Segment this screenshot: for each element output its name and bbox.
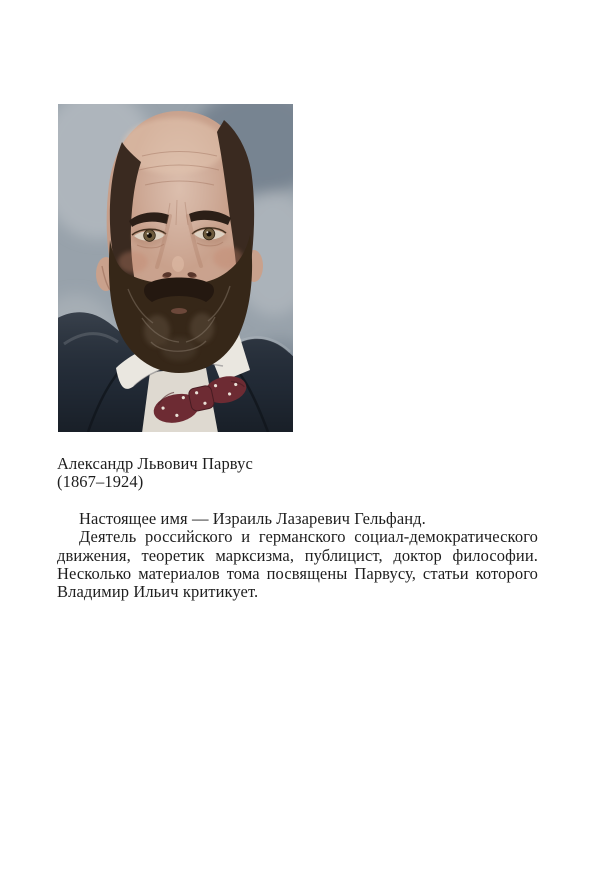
- text-line: Несколько материалов тома посвящены Парвусу, статьи которого: [57, 563, 538, 583]
- caption-years: (1867–1924): [57, 472, 144, 492]
- portrait-photo: [58, 104, 293, 432]
- text-line: Настоящее имя — Израиль Лазаревич Гельфанд.: [79, 509, 426, 528]
- paragraph: [57, 510, 538, 528]
- portrait-illustration: [58, 104, 293, 432]
- text-line: Владимир Ильич критикует.: [57, 582, 259, 602]
- head: [96, 111, 263, 373]
- text-line: Деятель российского и германского социал-демократического: [79, 527, 538, 547]
- article-text: [57, 510, 538, 601]
- caption-name: Александр Львович Парвус: [57, 454, 253, 473]
- paragraph: [57, 528, 538, 601]
- text-line: движения, теоретик марксизма, публицист, доктор философии.: [57, 545, 538, 565]
- photo-caption: [57, 455, 253, 492]
- lower-lip: [171, 308, 187, 314]
